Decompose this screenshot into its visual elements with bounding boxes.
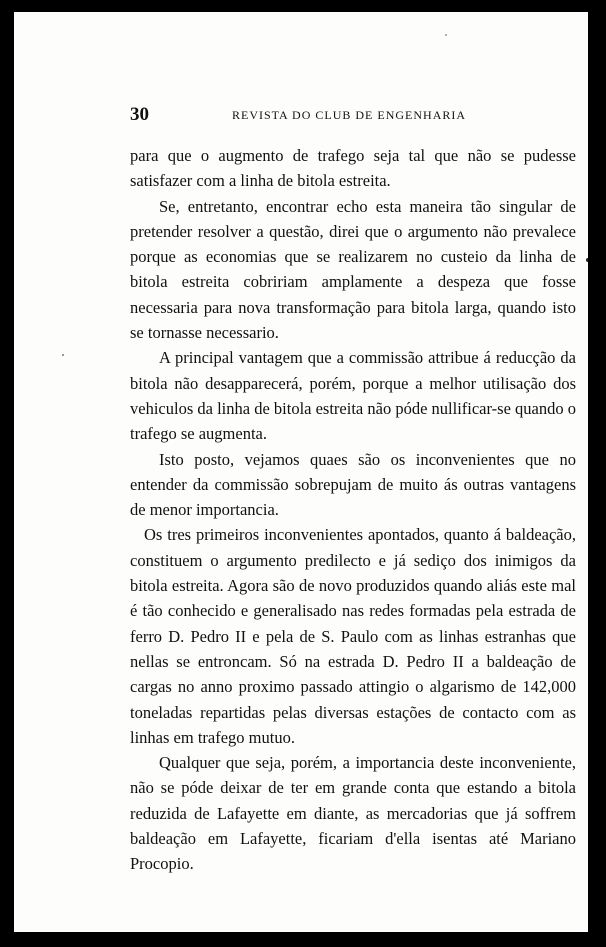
paragraph-6: Qualquer que seja, porém, a importancia deste inconveniente, não se póde deixar de ter em grande conta que estando a bitola reduzida de Lafayette em diante, as mercadorias que já soffrem baldeação em Lafayette, ficariam d'ella isentas até Mariano Procopio. [130,753,576,874]
page-number: 30 [130,104,149,125]
paragraph-5: Os tres primeiros inconvenientes apontados, quanto á baldeação, constituem o argumento predilecto e já sediço dos inimigos da bitola estreita. Agora são de novo produzidos quando aliás este mal é tão conhecido e generalisado nas redes formadas pela estrada de ferro D. Pedro II e pela de S. Paulo com as linhas estranhas que nellas se entroncam. Só na estrada D. Pedro II a baldeação de cargas no anno proximo passado attingio o algarismo de 142,000 toneladas repartidas pelas diversas estações de contacto com as linhas em trafego mutuo. [130,525,576,747]
paragraph-4: Isto posto, vejamos quaes são os inconvenientes que no entender da commissão sobrepujam de muito ás outras vantagens de menor importancia. [130,449,576,520]
body-text [130,143,576,877]
paragraph-2: Se, entretanto, encontrar echo esta maneira tão singular de pretender resolver a questão, direi que o argumento não prevalece porque as economias que se realizarem no custeio da linha de bitola estreita cobririam amplamente a despeza que fosse necessaria para nova transformação para bitola larga, quando isto se tornasse necessario. [130,196,576,343]
print-speck [586,258,588,262]
paragraph-1: para que o augmento de trafego seja tal que não se pudesse satisfazer com a linha de bitola estreita. [130,146,576,191]
page-header [130,104,470,128]
book-page [14,12,588,932]
print-speck [62,354,64,356]
paragraph-3: A principal vantagem que a commissão attribue á reducção da bitola não desapparecerá, porém, porque a melhor utilisação dos vehiculos da linha de bitola estreita não póde nullificar-se quando o trafego se augmenta. [130,348,576,444]
print-speck [445,34,447,36]
running-title: REVISTA DO CLUB DE ENGENHARIA [232,108,467,122]
